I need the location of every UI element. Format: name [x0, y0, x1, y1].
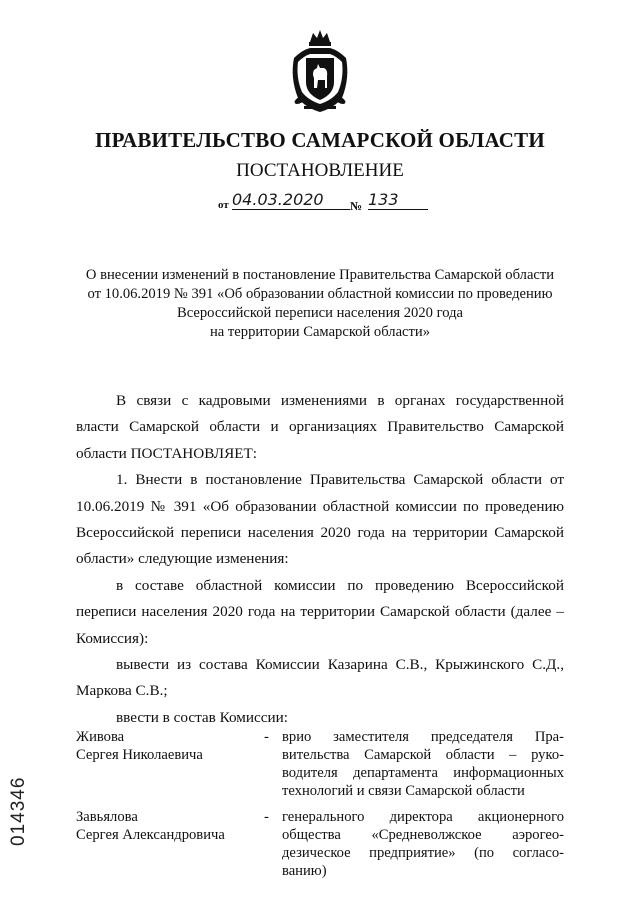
role-line: генерального директора акционерного	[282, 809, 564, 825]
commission-members-list	[76, 728, 564, 888]
role-line: врио заместителя председателя Пра-	[282, 729, 564, 745]
organization-title: ПРАВИТЕЛЬСТВО САМАРСКОЙ ОБЛАСТИ	[95, 128, 545, 152]
member-dash: -	[264, 729, 269, 745]
document-body	[76, 388, 564, 731]
member-surname: Завьялова	[76, 809, 138, 825]
subject-line: от 10.06.2019 № 391 «Об образовании областной комиссии по проведению	[87, 286, 553, 302]
number-label: №	[350, 199, 363, 213]
number-value: 133	[368, 190, 428, 210]
subject-line: О внесении изменений в постановление Правительства Самарской области	[85, 267, 555, 283]
member-given-names: Сергея Николаевича	[76, 747, 203, 763]
document-type: ПОСТАНОВЛЕНИЕ	[236, 160, 404, 181]
member-role	[282, 728, 564, 800]
role-line: технологий и связи Самарской области	[282, 783, 525, 799]
subject-line: Всероссийской переписи населения 2020 года	[177, 305, 463, 321]
role-line: общества «Средневолжское аэрогео-	[282, 827, 564, 843]
samara-region-coat-of-arms-icon	[284, 28, 356, 114]
member-entry	[76, 808, 564, 888]
date-value: 04.03.2020	[232, 190, 350, 210]
member-given-names: Сергея Александровича	[76, 827, 225, 843]
member-entry	[76, 728, 564, 808]
body-paragraph: 1. Внести в постановление Правительства Самарской области от 10.06.2019 № 391 «Об образовании областной комиссии по проведению Всероссийской переписи населения 2020 года на территории Самарской области» следующие изменения:	[76, 471, 564, 568]
member-dash: -	[264, 809, 269, 825]
role-line: вительства Самарской области – руко-	[282, 747, 564, 763]
body-paragraph: вывести из состава Комиссии Казарина С.В., Крыжинского С.Д., Маркова С.В.;	[76, 656, 564, 700]
role-line: водителя департамента информационных	[282, 765, 564, 781]
body-paragraph: В связи с кадровыми изменениями в органах государственной власти Самарской области и организациях Правительство Самарской области ПОСТАНОВЛЯЕТ:	[76, 392, 564, 462]
role-line: дезическое предприятие» (по согласо-	[282, 845, 564, 861]
serial-number-stamp: 014346	[8, 776, 29, 846]
subject-line: на территории Самарской области»	[209, 324, 431, 340]
body-paragraph: ввести в состав Комиссии:	[116, 708, 289, 726]
document-subject	[60, 266, 580, 342]
body-paragraph: в составе областной комиссии по проведению Всероссийской переписи населения 2020 года на территории Самарской области (далее – Комиссия):	[76, 576, 564, 647]
document-date-number	[218, 192, 438, 216]
member-surname: Живова	[76, 729, 125, 745]
member-name	[76, 808, 256, 844]
member-role	[282, 808, 564, 880]
date-label: от	[218, 199, 229, 211]
role-line: ванию)	[282, 863, 327, 879]
member-name	[76, 728, 256, 764]
